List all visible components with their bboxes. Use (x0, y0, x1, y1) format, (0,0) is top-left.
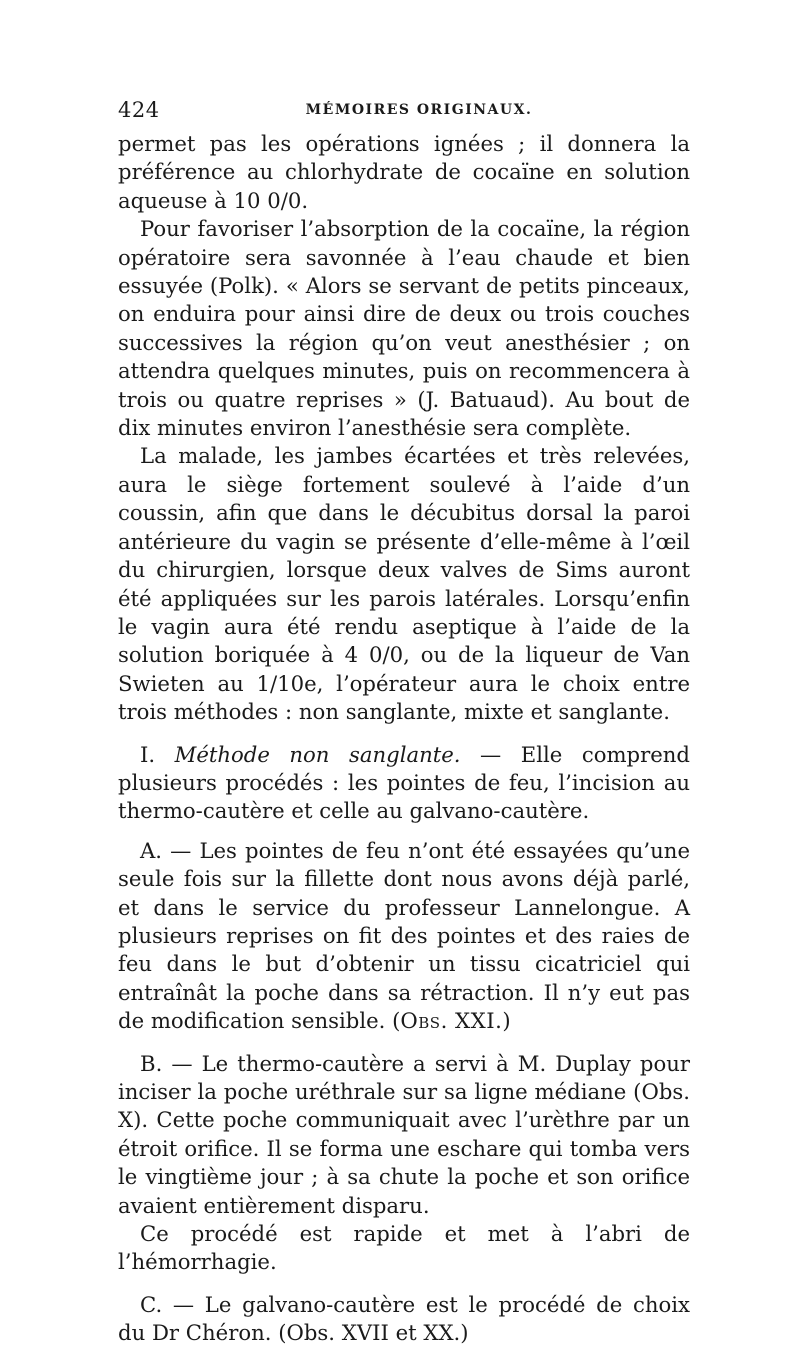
paragraph-pointes-de-feu (118, 837, 690, 1036)
paragraph-continued: permet pas les opérations ignées ; il donnera la préférence au chlorhydrate de cocaïne en solution aqueuse à 10 0/0. (118, 131, 690, 213)
section-number: I. (140, 741, 156, 767)
paragraph-absorption: Pour favoriser l’absorption de la cocaïne, la région opératoire sera savonnée à l’eau chaude et bien essuyée (Polk). « Alors se servant de petits pinceaux, on enduira pour ainsi dire de deux ou trois couches successives la région qu’on veut anesthésier ; on attendra quelques minutes, puis on recommencera à trois ou quatre reprises » (J. Batuaud). Au bout de dix minutes environ l’anesthésie sera complète. (118, 216, 690, 441)
paragraph-thermo-cautere: B. — Le thermo-cautère a servi à M. Duplay pour inciser la poche uréthrale sur sa ligne médiane (Obs. X). Cette poche communiquait avec l’urèthre par un étroit orifice. Il se forma une eschare qui tomba vers le vingtième jour ; à sa chute la poche et son orifice avaient entièrement disparu. (118, 1050, 690, 1218)
paragraph-text: A. — Les pointes de feu n’ont été essayées qu’une seule fois sur la fillette dont nous avons déjà parlé, et dans le service du professeur Lannelongue. A plusieurs reprises on fit des pointes et des raies de feu dans le but d’obtenir un tissu cicatriciel qui entraînât la poche dans sa rétraction. Il n’y eut pas de modification sensible. ( (118, 837, 690, 1034)
running-title: MÉMOIRES ORIGINAUX. (305, 102, 533, 118)
paragraph-rapid: Ce procédé est rapide et met à l’abri de l’hémorrhagie. (118, 1221, 690, 1275)
page-header (118, 98, 690, 124)
section-text: — Elle comprend plusieurs procédés : les pointes de feu, l’incision au thermo-cautère et celle au galvano-cautère. (118, 741, 690, 824)
page-number: 424 (118, 98, 160, 122)
closing-paren: ) (502, 1008, 511, 1034)
paragraph-position: La malade, les jambes écartées et très relevées, aura le siège fortement soulevé à l’aide d’un coussin, afin que dans le décubitus dorsal la paroi antérieure du vagin se présente d’elle-même à l’œil du chirurgien, lorsque deux valves de Sims auront été appliquées sur les parois latérales. Lorsqu’enfin le vagin aura été rendu aseptique à l’aide de la solution boriquée à 4 0/0, ou de la liqueur de Van Swieten au 1/10e, l’opérateur aura le choix entre trois méthodes : non sanglante, mixte et sanglante. (118, 443, 690, 725)
section-title: Méthode non sanglante. (174, 741, 461, 767)
paragraph-method-heading (118, 741, 690, 826)
paragraph-galvano-cautere: C. — Le galvano-cautère est le procédé de choix du Dr Chéron. (Obs. XVII et XX.) (118, 1291, 690, 1346)
observation-reference: Obs. XXI. (400, 1008, 503, 1034)
body-text (118, 130, 690, 1348)
